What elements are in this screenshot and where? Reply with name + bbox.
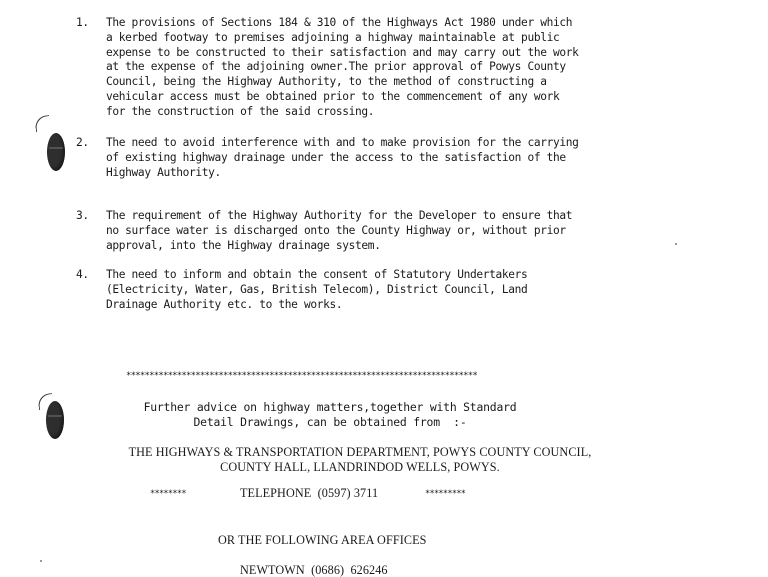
advice-line-2: Detail Drawings, can be obtained from :- (193, 415, 467, 429)
telephone-number: TELEPHONE (0597) 3711 (240, 486, 379, 500)
list-item (76, 16, 676, 122)
asterisk-separator: **************************************************************************** (126, 371, 478, 381)
item-text: The need to avoid interference with and to make provision for the carrying of existing highway drainage under the access to the satisfaction of the Highway Authority. (106, 136, 579, 179)
list-item (76, 268, 676, 314)
department-line-1: THE HIGHWAYS & TRANSPORTATION DEPARTMENT, POWYS COUNTY COUNCIL, (128, 445, 592, 459)
list-item (76, 136, 676, 182)
item-number: 1. (76, 16, 89, 29)
telephone-right-stars: ********* (425, 489, 466, 499)
item-text: The provisions of Sections 184 & 310 of the Highways Act 1980 under which a kerbed footway to premises adjoining a highway maintainable at public expense to be constructed to their satisfaction and may carry out the work at the expense of the adjoining owner.The prior approval of Powys County Council, being the Highway Authority, to the method of constructing a vehicular access must be obtained prior to the commencement of any work for the construction of the said crossing. (106, 16, 579, 118)
area-offices-heading: OR THE FOLLOWING AREA OFFICES (218, 533, 427, 547)
list-item (76, 209, 676, 255)
item-number: 2. (76, 136, 89, 149)
punch-hole-icon (46, 401, 64, 439)
item-number: 4. (76, 268, 89, 281)
newtown-office-number: NEWTOWN (0686) 626246 (240, 563, 388, 577)
telephone-left-stars: ******** (150, 489, 186, 499)
scan-speck (40, 560, 42, 562)
advice-line-1: Further advice on highway matters,together with Standard (143, 400, 517, 414)
item-text: The requirement of the Highway Authority for the Developer to ensure that no surface water is discharged onto the County Highway or, without prior approval, into the Highway drainage system. (106, 209, 573, 252)
item-number: 3. (76, 209, 89, 222)
paper-curl-mark (34, 115, 51, 132)
department-line-2: COUNTY HALL, LLANDRINDOD WELLS, POWYS. (220, 460, 500, 474)
item-text: The need to inform and obtain the consent of Statutory Undertakers (Electricity, Water, Gas, British Telecom), District Council, Land Drainage Authority etc. to the works. (106, 268, 528, 311)
punch-hole-icon (47, 133, 65, 171)
